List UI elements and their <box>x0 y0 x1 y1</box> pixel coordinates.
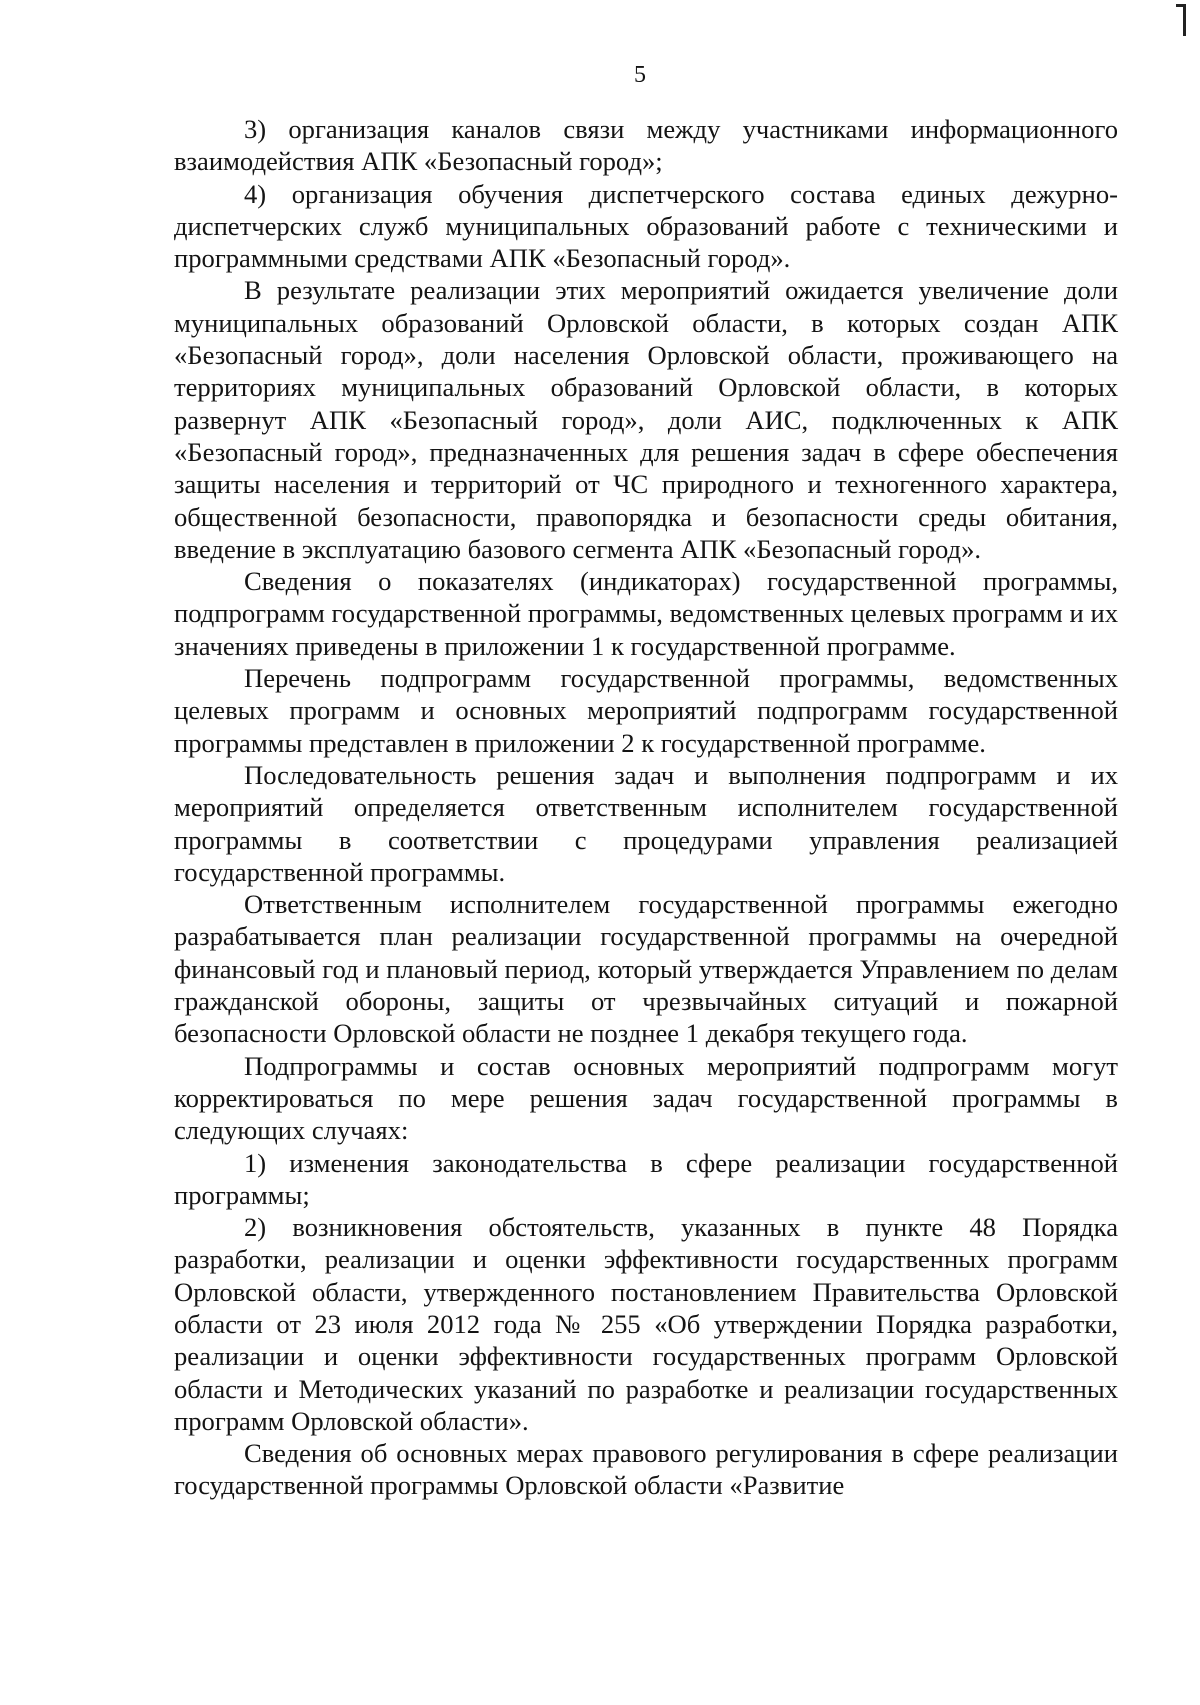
paragraph: Сведения о показателях (индикаторах) государственной программы, подпрограмм государственной программы, ведомственных целевых программ и их значениях приведены в приложении 1 к государственной программе. <box>174 566 1118 661</box>
paragraph: Подпрограммы и состав основных мероприятий подпрограмм могут корректироваться по мере решения задач государственной программы в следующих случаях: <box>174 1050 1118 1146</box>
paragraph: Сведения об основных мерах правового регулирования в сфере реализации государственной программы Орловской области «Развитие <box>174 1438 1118 1501</box>
paragraph: В результате реализации этих мероприятий ожидается увеличение доли муниципальных образований Орловской области, в которых создан АПК «Безопасный город», доли населения Орловской области, проживающего на территориях муниципальных образований Орловской области, в которых развернут АПК «Безопасный город», доли АИС, подключенных к АПК «Безопасный город», предназначенных для решения задач в сфере обеспечения защиты населения и территорий от ЧС природного и техногенного характера, общественной безопасности, правопорядка и безопасности среды обитания, введение в эксплуатацию базового сегмента АПК «Безопасный город». <box>174 275 1118 564</box>
paragraph: Перечень подпрограмм государственной программы, ведомственных целевых программ и основных мероприятий подпрограмм государственной программы представлен в приложении 2 к государственной программе. <box>174 663 1118 758</box>
paragraph: Последовательность решения задач и выполнения подпрограмм и их мероприятий определяется ответственным исполнителем государственной программы в соответствии с процедурами управления реализацией государственной программы. <box>174 759 1118 887</box>
paragraph: 3) организация каналов связи между участниками информационного взаимодействия АПК «Безопасный город»; <box>174 114 1118 177</box>
document-body <box>174 113 1118 1502</box>
paragraph: 2) возникновения обстоятельств, указанных в пункте 48 Порядка разработки, реализации и оценки эффективности государственных программ Орловской области, утвержденного постановлением Правительства Орловской области от 23 июля 2012 года № 255 «Об утверждении Порядка разработки, реализации и оценки эффективности государственных программ Орловской области и Методических указаний по разработке и реализации государственных программ Орловской области». <box>174 1212 1118 1436</box>
scan-corner-mark <box>1176 0 1186 40</box>
paragraph: 1) изменения законодательства в сфере реализации государственной программы; <box>174 1147 1118 1210</box>
page-number: 5 <box>634 62 646 88</box>
paragraph: 4) организация обучения диспетчерского состава единых дежурно-диспетчерских служб муниципальных образований работе с техническими и программными средствами АПК «Безопасный город». <box>174 178 1118 274</box>
paragraph: Ответственным исполнителем государственной программы ежегодно разрабатывается план реализации государственной программы на очередной финансовый год и плановый период, который утверждается Управлением по делам гражданской обороны, защиты от чрезвычайных ситуаций и пожарной безопасности Орловской области не позднее 1 декабря текущего года. <box>174 889 1118 1049</box>
